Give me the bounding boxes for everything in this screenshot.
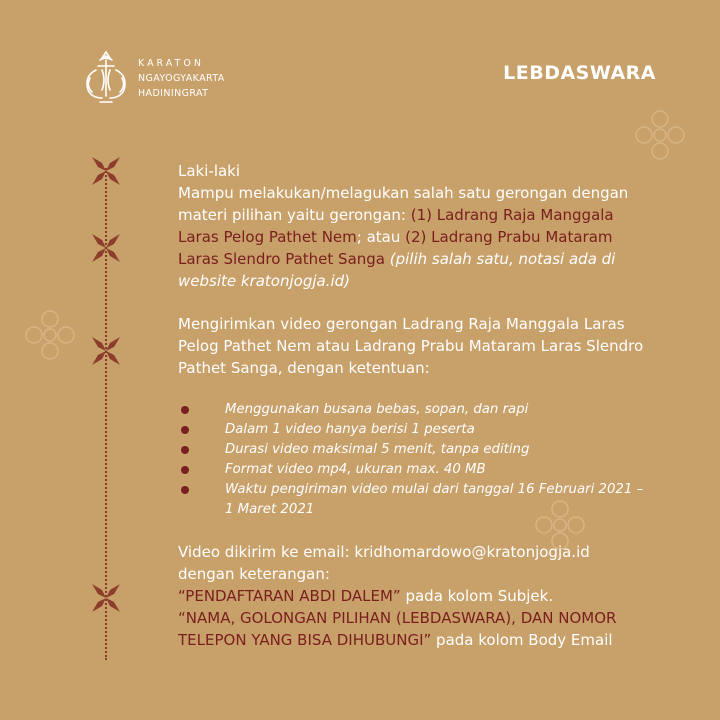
- list-bullet-icon: [181, 426, 189, 434]
- ornament-cross-icon: [90, 232, 122, 264]
- p1-text-a: Mampu melakukan/melagukan salah satu gerongan dengan materi pilihan yaitu gerongan:: [178, 184, 629, 224]
- program-title: LEBDASWARA: [503, 62, 656, 84]
- list-item-text: Menggunakan busana bebas, sopan, dan rapi: [225, 402, 529, 417]
- list-bullet-icon: [181, 406, 189, 414]
- list-item-text: Dalam 1 video hanya berisi 1 peserta: [225, 422, 475, 437]
- ornament-cross-icon: [90, 155, 122, 187]
- kraton-crest-icon: [78, 46, 134, 106]
- brand-line-2: NGAYOGYAKARTA: [138, 73, 225, 84]
- list-item-text: Waktu pengiriman video mulai dari tanggal 16 Februari 2021 – 1 Maret 2021: [225, 482, 644, 517]
- ornament-cross-icon: [90, 335, 122, 367]
- subject-instruction: [178, 585, 648, 607]
- content: [178, 160, 648, 651]
- flower-ornament-icon: [20, 305, 80, 365]
- list-bullet-icon: [181, 446, 189, 454]
- email-instruction: Video dikirim ke email: kridhomardowo@kratonjogja.id dengan keterangan:: [178, 543, 590, 583]
- list-item: [178, 400, 648, 420]
- body-instruction: [178, 607, 648, 651]
- list-item: [178, 480, 648, 520]
- body-value: “NAMA, GOLONGAN PILIHAN (LEBDASWARA), DAN NOMOR TELEPON YANG BISA DIHUBUNGI”: [178, 609, 617, 649]
- p1-note: (pilih salah satu, notasi ada di website kratonjogja.id): [178, 250, 616, 290]
- brand-name: [138, 56, 225, 101]
- ornament-cross-icon: [90, 582, 122, 614]
- brand-line-3: HADININGRAT: [138, 88, 209, 99]
- flower-ornament-icon: [630, 105, 690, 165]
- body-suffix: pada kolom Body Email: [431, 631, 613, 649]
- section-title: Laki-laki: [178, 162, 241, 180]
- brand-line-1: KARATON: [138, 58, 204, 69]
- subject-value: “PENDAFTARAN ABDI DALEM”: [178, 587, 401, 605]
- list-item: [178, 440, 648, 460]
- paragraph-requirement: [178, 182, 648, 292]
- list-item-text: Durasi video maksimal 5 menit, tanpa editing: [225, 442, 530, 457]
- list-item: [178, 420, 648, 440]
- option-2: (2) Ladrang Prabu Mataram Laras Slendro Pathet Sanga: [178, 228, 613, 268]
- option-1: (1) Ladrang Raja Manggala Laras Pelog Pathet Nem: [178, 206, 614, 246]
- requirements-list: [178, 400, 648, 520]
- paragraph-video: Mengirimkan video gerongan Ladrang Raja Manggala Laras Pelog Pathet Nem atau Ladrang Prabu Mataram Laras Slendro Pathet Sanga, dengan ketentuan:: [178, 315, 644, 377]
- subject-suffix: pada kolom Subjek.: [400, 587, 554, 605]
- list-bullet-icon: [181, 466, 189, 474]
- list-bullet-icon: [181, 486, 189, 494]
- p1-text-b: ; atau: [356, 228, 406, 246]
- list-item: [178, 460, 648, 480]
- list-item-text: Format video mp4, ukuran max. 40 MB: [225, 462, 486, 477]
